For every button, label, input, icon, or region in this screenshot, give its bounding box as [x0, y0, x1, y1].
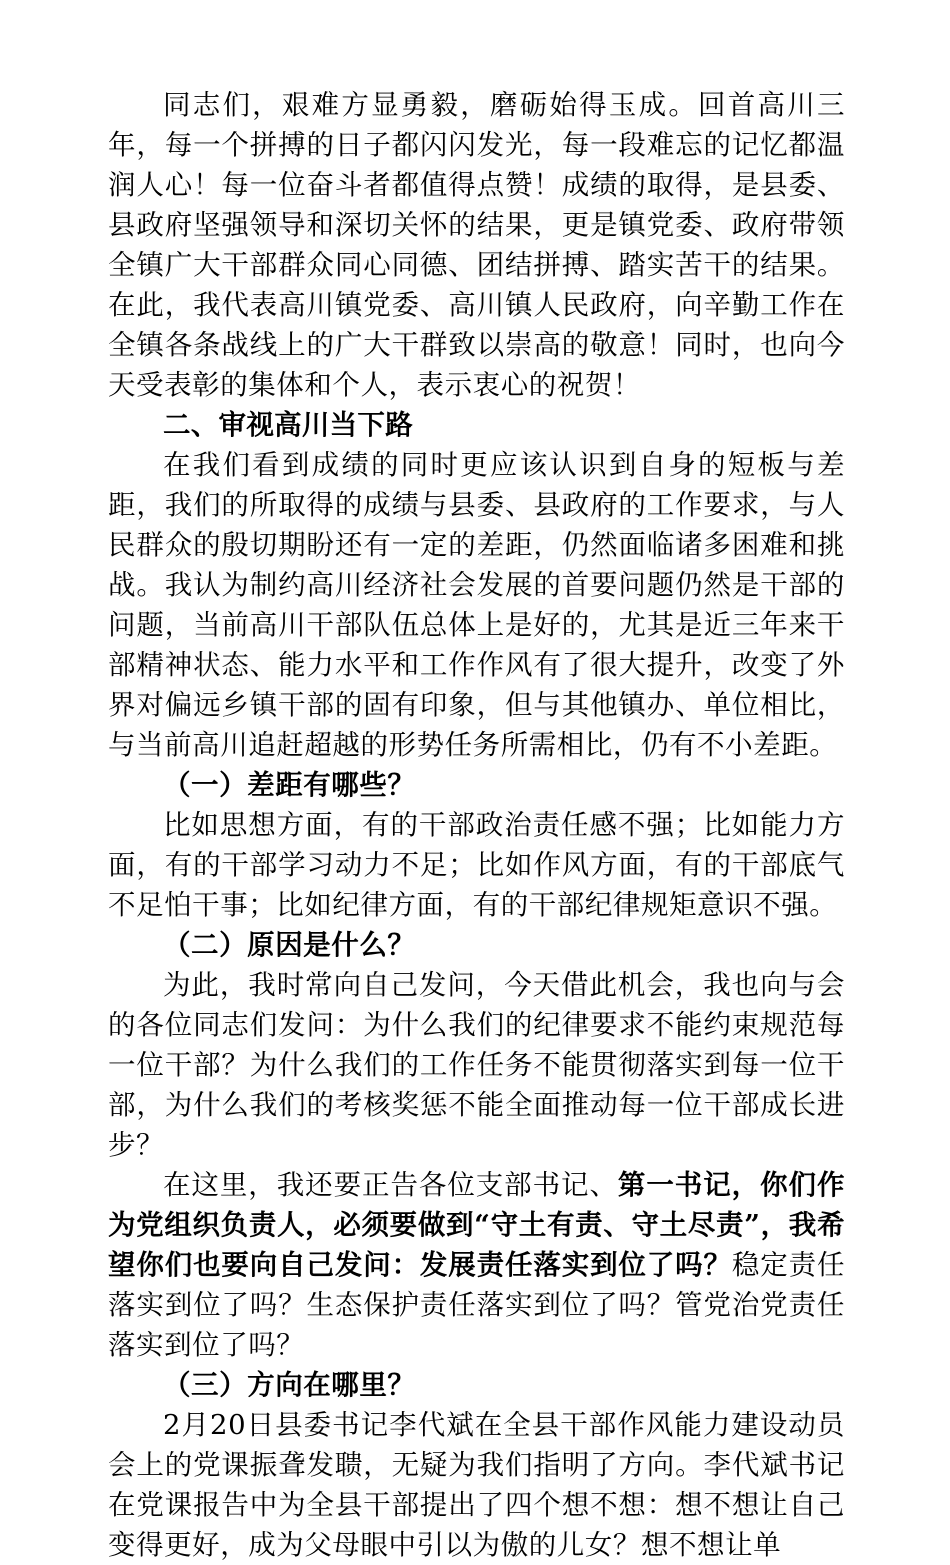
- paragraph-gap-examples: 比如思想方面，有的干部政治责任感不强；比如能力方面，有的干部学习动力不足；比如作风方面，有的干部底气不足怕干事；比如纪律方面，有的干部纪律规矩意识不强。: [108, 809, 845, 921]
- text-run: 稳定责任落实到位了吗？生态保护责任落实到位了吗？管党治党责任落实到位了吗？: [108, 1249, 845, 1361]
- heading-subsection-one: （一）差距有哪些？: [163, 769, 416, 801]
- text-run: 在这里，我还要正告各位支部书记、: [163, 1169, 618, 1201]
- paragraph-secretary-warning: [108, 1165, 845, 1365]
- paragraph-gap-overview: 在我们看到成绩的同时更应该认识到自身的短板与差距，我们的所取得的成绩与县委、县政府的工作要求，与人民群众的殷切期盼还有一定的差距，仍然面临诸多困难和挑战。我认为制约高川经济社会发展的首要问题仍然是干部的问题，当前高川干部队伍总体上是好的，尤其是近三年来干部精神状态、能力水平和工作作风有了很大提升，改变了外界对偏远乡镇干部的固有印象，但与其他镇办、单位相比，与当前高川追赶超越的形势任务所需相比，仍有不小差距。: [108, 449, 845, 761]
- heading-subsection-two: （二）原因是什么？: [163, 929, 416, 961]
- emphasis-run: 第一书记，你们作为党组织负责人，必须要做到“守土有责、守土尽责”，我希望你们也要向自己发问：发展责任落实到位了吗？: [108, 1169, 845, 1281]
- document-body: [108, 85, 845, 1565]
- paragraph-self-questions: 为此，我时常向自己发问，今天借此机会，我也向与会的各位同志们发问：为什么我们的纪律要求不能约束规范每一位干部？为什么我们的工作任务不能贯彻落实到每一位干部，为什么我们的考核奖惩不能全面推动每一位干部成长进步？: [108, 969, 845, 1161]
- paragraph-direction: 2月20日县委书记李代斌在全县干部作风能力建设动员会上的党课振聋发聩，无疑为我们指明了方向。李代斌书记在党课报告中为全县干部提出了四个想不想：想不想让自己变得更好，成为父母眼中引以为傲的儿女？想不想让单: [108, 1409, 845, 1561]
- paragraph-opening-address: 同志们，艰难方显勇毅，磨砺始得玉成。回首高川三年，每一个拼搏的日子都闪闪发光，每一段难忘的记忆都温润人心！每一位奋斗者都值得点赞！成绩的取得，是县委、县政府坚强领导和深切关怀的结果，更是镇党委、政府带领全镇广大干部群众同心同德、团结拼搏、踏实苦干的结果。在此，我代表高川镇党委、高川镇人民政府，向辛勤工作在全镇各条战线上的广大干群致以崇高的敬意！同时，也向今天受表彰的集体和个人，表示衷心的祝贺！: [108, 89, 845, 401]
- heading-subsection-three: （三）方向在哪里？: [163, 1369, 416, 1401]
- heading-section-two: 二、审视高川当下路: [163, 409, 413, 440]
